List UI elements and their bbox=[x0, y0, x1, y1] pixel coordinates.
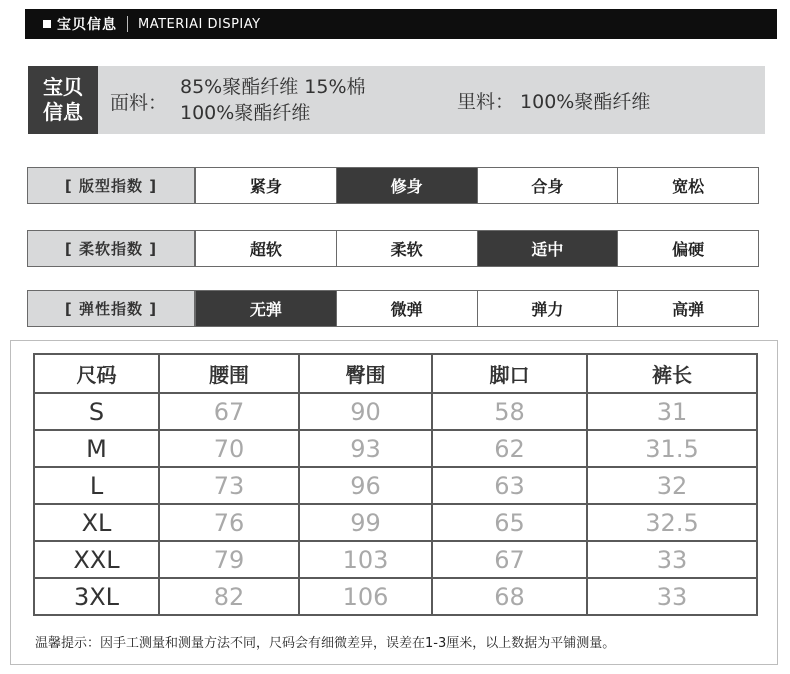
elasticity-option: 高弹 bbox=[617, 291, 758, 326]
waist-cell: 79 bbox=[159, 541, 299, 578]
info-label-line2: 信息 bbox=[43, 100, 83, 124]
waist-cell: 82 bbox=[159, 578, 299, 615]
section-title-en: MATERIAI DISPIAY bbox=[138, 16, 261, 32]
size-cell: XXL bbox=[34, 541, 159, 578]
fit-index-title: [ 版型指数 ] bbox=[28, 168, 195, 203]
header-hem: 脚口 bbox=[432, 354, 587, 393]
table-row bbox=[34, 504, 757, 541]
hem-cell: 62 bbox=[432, 430, 587, 467]
fit-option: 紧身 bbox=[195, 168, 336, 203]
size-cell: M bbox=[34, 430, 159, 467]
length-cell: 33 bbox=[587, 541, 757, 578]
softness-option: 适中 bbox=[477, 231, 618, 266]
lining-composition: 里料： 100%聚酯纤维 bbox=[457, 91, 651, 113]
header-divider bbox=[127, 16, 128, 32]
fit-option: 修身 bbox=[336, 168, 477, 203]
size-cell: 3XL bbox=[34, 578, 159, 615]
table-row bbox=[34, 541, 757, 578]
section-header bbox=[25, 9, 777, 39]
hip-cell: 96 bbox=[299, 467, 432, 504]
softness-index-row bbox=[27, 230, 759, 267]
fabric-composition bbox=[180, 74, 366, 126]
header-hip: 臀围 bbox=[299, 354, 432, 393]
fabric-title: 面料： bbox=[110, 92, 168, 114]
softness-option: 柔软 bbox=[336, 231, 477, 266]
info-label bbox=[28, 66, 98, 134]
fabric-line-2: 100%聚酯纤维 bbox=[180, 102, 311, 124]
elasticity-index-row bbox=[27, 290, 759, 327]
waist-cell: 70 bbox=[159, 430, 299, 467]
table-header-row bbox=[34, 354, 757, 393]
material-info bbox=[28, 66, 765, 134]
elasticity-option: 弹力 bbox=[477, 291, 618, 326]
hip-cell: 90 bbox=[299, 393, 432, 430]
fit-option: 宽松 bbox=[617, 168, 758, 203]
hem-cell: 58 bbox=[432, 393, 587, 430]
hip-cell: 99 bbox=[299, 504, 432, 541]
table-row bbox=[34, 393, 757, 430]
size-cell: S bbox=[34, 393, 159, 430]
length-cell: 31.5 bbox=[587, 430, 757, 467]
waist-cell: 73 bbox=[159, 467, 299, 504]
softness-option: 超软 bbox=[195, 231, 336, 266]
table-row bbox=[34, 467, 757, 504]
length-cell: 33 bbox=[587, 578, 757, 615]
hip-cell: 93 bbox=[299, 430, 432, 467]
softness-option: 偏硬 bbox=[617, 231, 758, 266]
fit-option: 合身 bbox=[477, 168, 618, 203]
hem-cell: 63 bbox=[432, 467, 587, 504]
size-cell: L bbox=[34, 467, 159, 504]
elasticity-option: 无弹 bbox=[195, 291, 336, 326]
header-size: 尺码 bbox=[34, 354, 159, 393]
waist-cell: 67 bbox=[159, 393, 299, 430]
size-cell: XL bbox=[34, 504, 159, 541]
header-length: 裤长 bbox=[587, 354, 757, 393]
hem-cell: 65 bbox=[432, 504, 587, 541]
fit-index-row bbox=[27, 167, 759, 204]
size-table bbox=[33, 353, 758, 616]
header-waist: 腰围 bbox=[159, 354, 299, 393]
length-cell: 31 bbox=[587, 393, 757, 430]
elasticity-index-title: [ 弹性指数 ] bbox=[28, 291, 195, 326]
info-label-line1: 宝贝 bbox=[43, 75, 83, 99]
square-bullet-icon bbox=[43, 20, 51, 28]
hem-cell: 67 bbox=[432, 541, 587, 578]
table-row bbox=[34, 430, 757, 467]
fabric-line-1: 85%聚酯纤维 15%棉 bbox=[180, 76, 366, 98]
waist-cell: 76 bbox=[159, 504, 299, 541]
hip-cell: 103 bbox=[299, 541, 432, 578]
length-cell: 32.5 bbox=[587, 504, 757, 541]
softness-index-title: [ 柔软指数 ] bbox=[28, 231, 195, 266]
hem-cell: 68 bbox=[432, 578, 587, 615]
section-title-cn: 宝贝信息 bbox=[57, 17, 117, 33]
hip-cell: 106 bbox=[299, 578, 432, 615]
measurement-note: 温馨提示：因手工测量和测量方法不同，尺码会有细微差异，误差在1-3厘米，以上数据为平铺测量。 bbox=[35, 636, 616, 651]
table-row bbox=[34, 578, 757, 615]
elasticity-option: 微弹 bbox=[336, 291, 477, 326]
length-cell: 32 bbox=[587, 467, 757, 504]
